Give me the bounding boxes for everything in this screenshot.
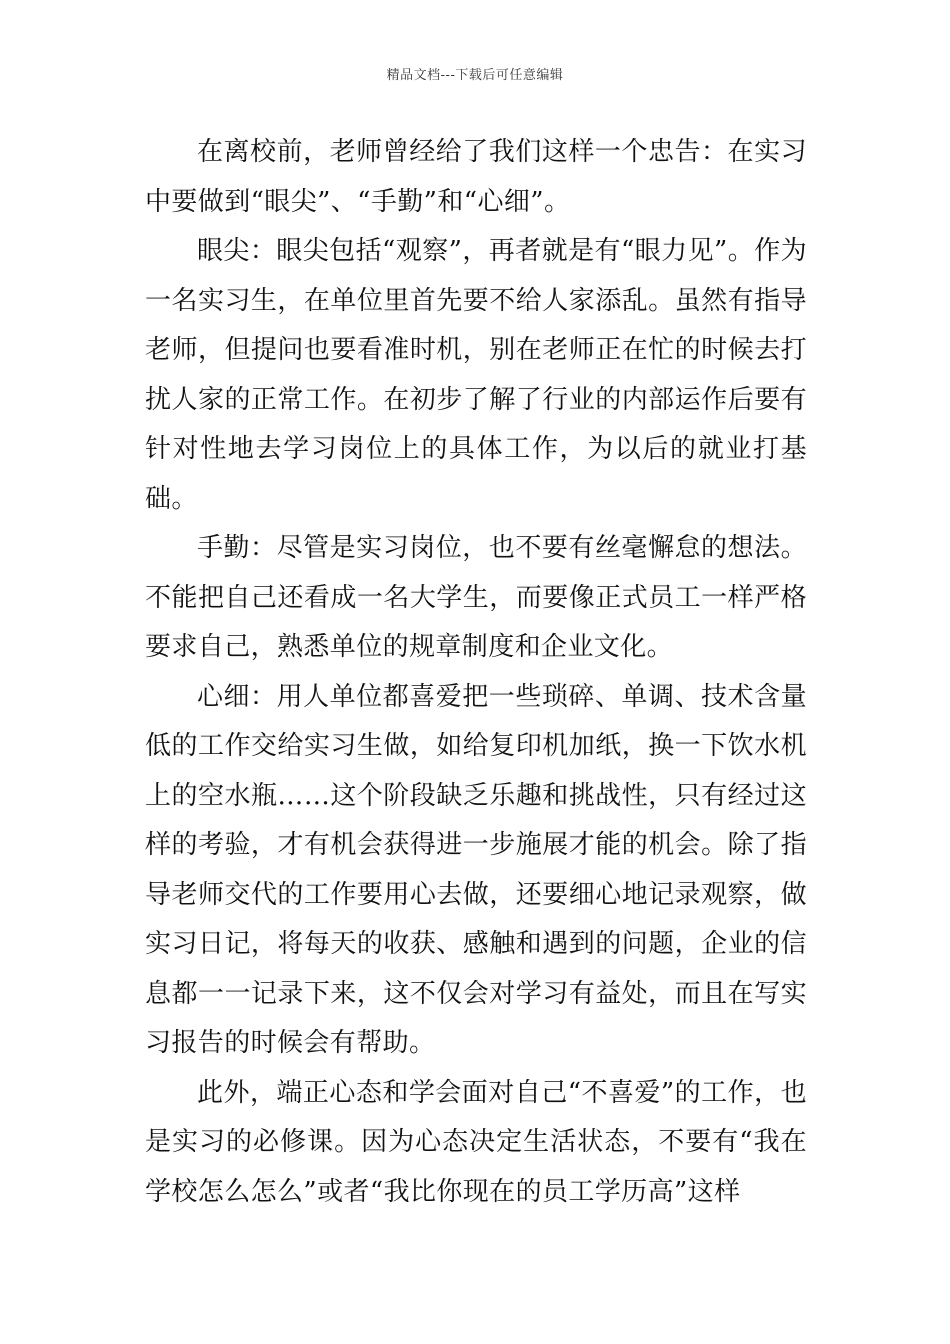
page-header: 精品文档---下载后可任意编辑 (386, 68, 564, 83)
paragraph-advice: 在离校前，老师曾经给了我们这样一个忠告：在实习中要做到“眼尖”、“手勤”和“心细”。 (145, 137, 807, 217)
document-body (145, 128, 807, 1217)
paragraph-sharp-eyes: 眼尖：眼尖包括“观察”，再者就是有“眼力见”。作为一名实习生，在单位里首先要不给人家添乱。虽然有指导老师，但提问也要看准时机，别在老师正在忙的时候去打扰人家的正常工作。在初步了解了行业的内部运作后要有针对性地去学习岗位上的具体工作，为以后的就业打基础。 (145, 236, 807, 514)
paragraph-diligent-hands: 手勤：尽管是实习岗位，也不要有丝毫懈怠的想法。不能把自己还看成一名大学生，而要像正式员工一样严格要求自己，熟悉单位的规章制度和企业文化。 (145, 533, 807, 662)
paragraph-attitude: 此外，端正心态和学会面对自己“不喜爱”的工作，也是实习的必修课。因为心态决定生活状态，不要有“我在学校怎么怎么”或者“我比你现在的员工学历高”这样 (145, 1077, 807, 1207)
paragraph-careful-mind: 心细：用人单位都喜爱把一些琐碎、单调、技术含量低的工作交给实习生做，如给复印机加纸，换一下饮水机上的空水瓶……这个阶段缺乏乐趣和挑战性，只有经过这样的考验，才有机会获得进一步施展才能的机会。除了指导老师交代的工作要用心去做，还要细心地记录观察，做实习日记，将每天的收获、感触和遇到的问题，企业的信息都一一记录下来，这不仅会对学习有益处，而且在写实习报告的时候会有帮助。 (145, 681, 807, 1058)
